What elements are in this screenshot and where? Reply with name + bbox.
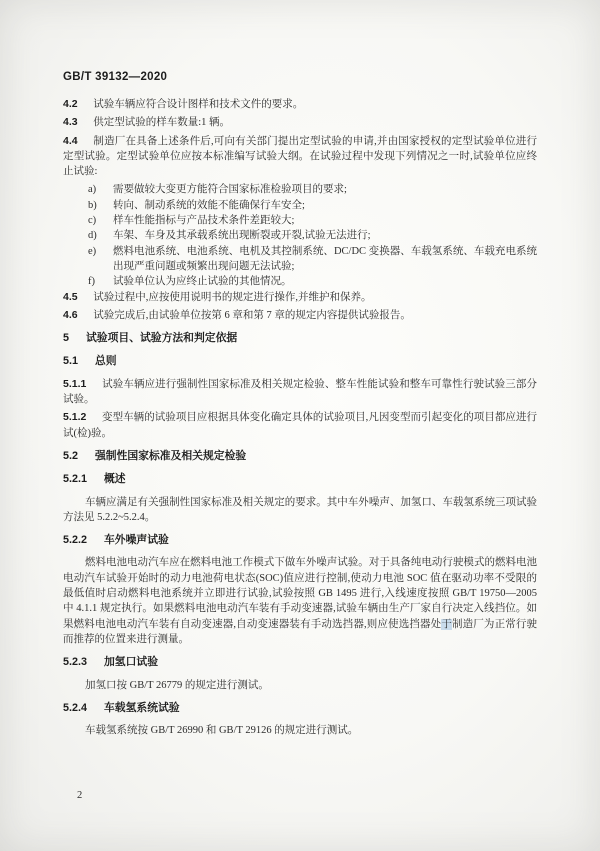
section-number: 5.1 [63,355,79,368]
highlighted-text: 于 [441,618,452,630]
section-number: 5 [63,332,70,345]
section-title: 强制性国家标准及相关规定检验 [95,449,247,462]
clause-number: 4.6 [63,308,78,321]
section-heading-5 [63,331,537,346]
clause-4-2 [63,97,537,112]
section-number: 5.2.1 [63,473,88,486]
clause-number: 5.1.2 [63,411,87,424]
clause-5-1-1 [63,377,537,408]
list-item [88,198,537,213]
clause-4-5 [63,290,537,305]
list-item-label: d) [88,230,97,242]
list-item-text: 转向、制动系统的效能不能确保行车安全; [113,199,305,211]
clause-text: 试验车辆应进行强制性国家标准及相关规定检验、整车性能试验和整车可靠性行驶试验三部分试验。 [63,378,538,406]
paragraph-5-2-3: 加氢口按 GB/T 26779 的规定进行测试。 [85,679,269,691]
section-title: 车外噪声试验 [104,534,169,547]
list-item-label: a) [88,184,97,196]
list-item-label: e) [88,245,97,257]
section-heading-5-2 [63,449,537,464]
clause-number: 4.3 [63,116,78,129]
list-item-label: f) [88,276,95,288]
section-heading-5-2-1 [63,472,537,487]
list-item-text: 需要做较大变更方能符合国家标准检验项目的要求; [113,184,347,196]
paragraph-text: 燃料电池电动汽车应在燃料电池工作模式下做车外噪声试验。对于具备纯电动行驶模式的燃料电池电动汽车试验开始时的动力电池荷电状态(SOC)值应进行控制,使动力电池 SOC 值在驱动功率不受限的最低值时启动燃料电池系统并立即进行试验,试验按照 GB 1495 进行,入线速度按照 GB/T 19750—2005 中 4.1.1 规定执行。如果燃料电池电动汽车装有手动变速器,试验车辆由生产厂家自行决定入线挡位。如果燃料电池电动汽车装有自动变速器,自动变速器装有手动选挡器,则应使选挡器处 [63,557,537,630]
clause-number: 5.1.1 [63,377,87,390]
section-number: 5.2.3 [63,656,88,669]
section-number: 5.2.2 [63,534,88,547]
termination-conditions-list [88,182,537,289]
clause-text: 试验完成后,由试验单位按第 6 章和第 7 章的规定内容提供试验报告。 [93,309,411,321]
list-item-text: 样车性能指标与产品技术条件差距较大; [113,215,295,227]
section-number: 5.2 [63,449,79,462]
paragraph-text: 制造厂为正常行驶而推荐的位置来进行测量。 [63,618,538,645]
clause-text: 变型车辆的试验项目应根据具体变化确定具体的试验项目,凡因变型而引起变化的项目都应进行试(检)验。 [63,412,537,439]
list-item-label: c) [88,215,97,227]
paragraph-5-2-4: 车载氢系统按 GB/T 26990 和 GB/T 29126 的规定进行测试。 [85,725,359,737]
section-title: 车载氢系统试验 [104,701,180,714]
section-title: 总则 [95,355,117,368]
clause-text: 制造厂在具备上述条件后,可向有关部门提出定型试验的申请,并由国家授权的定型试验单位进行定型试验。定型试验单位应按本标准编写试验大纲。在试验过程中发现下列情况之一时,试验单位应终止试验: [63,135,537,178]
section-heading-5-2-4 [63,701,537,716]
section-heading-5-2-2 [63,533,537,548]
section-title: 试验项目、试验方法和判定依据 [86,332,238,345]
paragraph-5-2-1: 车辆应满足有关强制性国家标准及相关规定的要求。其中车外噪声、加氢口、车载氢系统三项试验方法见 5.2.2~5.2.4。 [63,496,537,523]
standard-number: GB/T 39132—2020 [63,71,168,83]
clause-5-1-2 [63,410,537,441]
clause-text: 试验车辆应符合设计图样和技术文件的要求。 [93,99,304,110]
clause-number: 4.2 [63,98,78,110]
list-item-text: 试验单位认为应终止试验的其他情况。 [113,276,292,288]
list-item-text: 车架、车身及其承载系统出现断裂或开裂,试验无法进行; [113,230,371,242]
clause-4-3 [63,115,537,130]
section-title: 概述 [104,473,126,486]
page-number: 2 [77,790,83,801]
list-item [88,213,537,228]
paragraph-5-2-2 [63,555,537,647]
section-heading-5-1 [63,354,537,369]
section-number: 5.2.4 [63,701,88,714]
section-heading-5-2-3 [63,655,537,670]
section-title: 加氢口试验 [104,656,158,669]
list-item [88,244,537,275]
clause-number: 4.5 [63,290,78,303]
list-item [88,228,537,243]
clause-text: 供定型试验的样车数量:1 辆。 [93,117,231,129]
clause-text: 试验过程中,应按使用说明书的规定进行操作,并维护和保养。 [93,291,372,303]
list-item-label: b) [88,199,97,211]
list-item [88,274,537,289]
clause-number: 4.4 [63,134,78,147]
list-item-text: 燃料电池系统、电池系统、电机及其控制系统、DC/DC 变换器、车载氢系统、车载充电系统出现严重问题或频繁出现问题无法试验; [113,245,537,272]
clause-4-6 [63,308,537,323]
list-item [88,182,537,197]
clause-4-4 [63,134,537,180]
